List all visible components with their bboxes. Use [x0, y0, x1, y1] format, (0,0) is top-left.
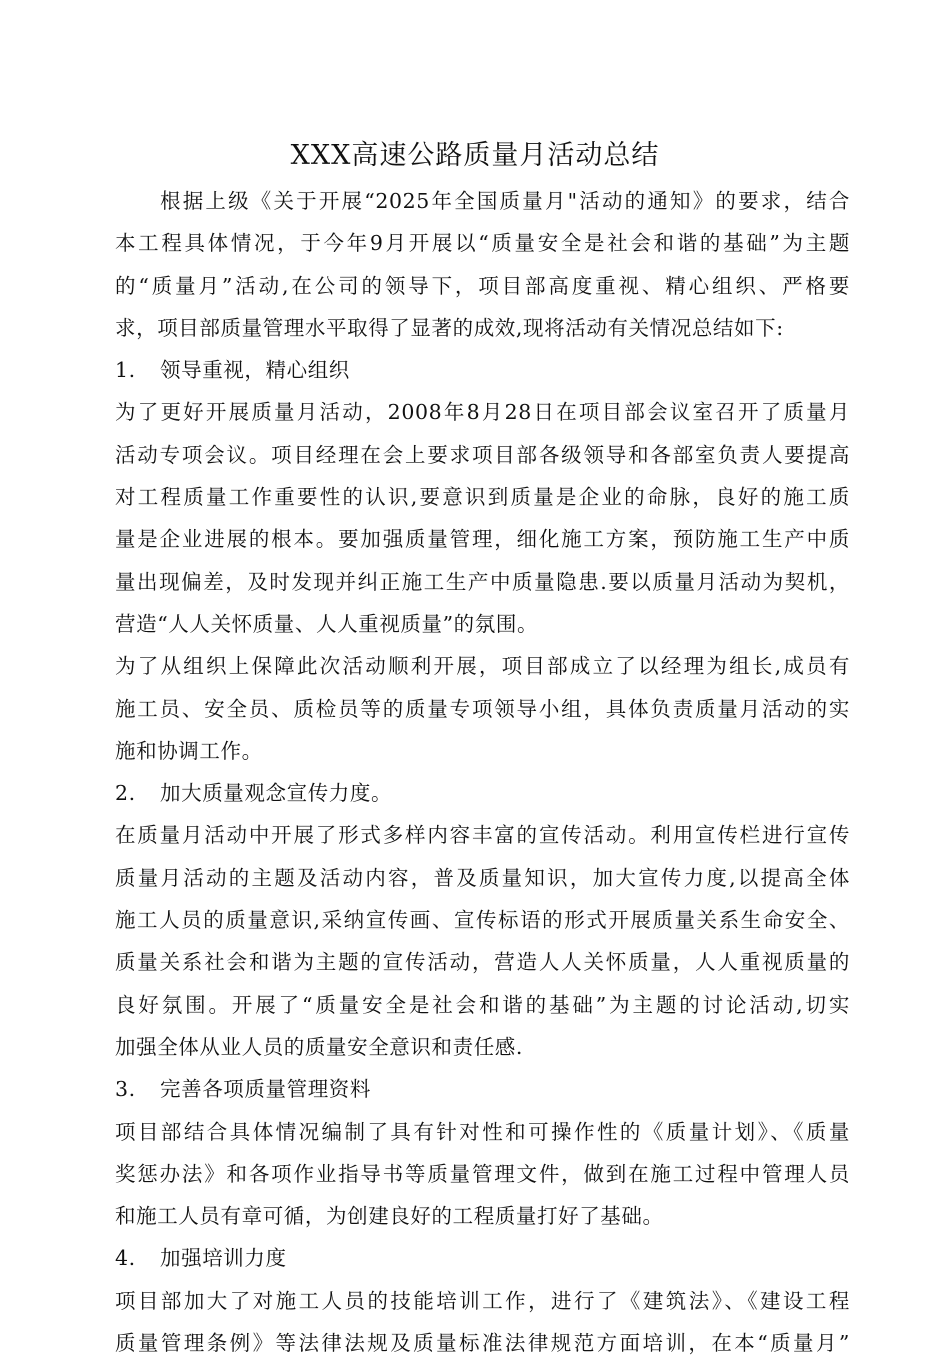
section-heading-2	[115, 772, 850, 814]
paragraph-line: 营造“人人关怀质量、人人重视质量”的氛围。	[115, 611, 539, 636]
paragraph-line: 良好氛围。开展了“质量安全是社会和谐的基础”为主题的讨论活动,切实	[115, 992, 850, 1017]
paragraph-line: 活动专项会议。项目经理在会上要求项目部各级领导和各部室负责人要提高	[115, 442, 850, 467]
paragraph-line: 项目部结合具体情况编制了具有针对性和可操作性的《质量计划》、《质量	[115, 1119, 850, 1144]
document-title: XXX高速公路质量月活动总结	[290, 140, 660, 171]
intro-line: 的“质量月”活动,在公司的领导下，项目部高度重视、精心组织、严格要	[115, 273, 850, 298]
section-heading-text: 加大质量观念宣传力度。	[160, 781, 393, 806]
section-heading-text: 完善各项质量管理资料	[160, 1077, 371, 1102]
paragraph-line: 为了从组织上保障此次活动顺利开展，项目部成立了以经理为组长,成员有	[115, 654, 850, 679]
section-heading-3	[115, 1068, 850, 1110]
section-number: 4.	[115, 1246, 136, 1271]
paragraph-line: 奖惩办法》和各项作业指导书等质量管理文件，做到在施工过程中管理人员	[115, 1161, 850, 1186]
paragraph-line: 质量关系社会和谐为主题的宣传活动，营造人人关怀质量，人人重视质量的	[115, 950, 850, 975]
section-heading-text: 领导重视，精心组织	[160, 358, 350, 383]
intro-line: 根据上级《关于开展“2025年全国质量月"活动的通知》的要求，结合	[160, 189, 850, 213]
section-number: 2.	[115, 781, 136, 806]
section-number: 1.	[115, 358, 136, 383]
paragraph-line: 量出现偏差，及时发现并纠正施工生产中质量隐患.要以质量月活动为契机，	[115, 569, 850, 594]
paragraph-line: 对工程质量工作重要性的认识,要意识到质量是企业的命脉，良好的施工质	[115, 485, 850, 510]
paragraph-line: 施工人员的质量意识,采纳宣传画、宣传标语的形式开展质量关系生命安全、	[115, 908, 850, 933]
paragraph-line: 在质量月活动中开展了形式多样内容丰富的宣传活动。利用宣传栏进行宣传	[115, 823, 850, 848]
paragraph-line: 施工员、安全员、质检员等的质量专项领导小组，具体负责质量月活动的实	[115, 696, 850, 721]
paragraph-line: 项目部加大了对施工人员的技能培训工作，进行了《建筑法》、《建设工程	[115, 1288, 850, 1313]
intro-line: 本工程具体情况，于今年9月开展以“质量安全是社会和谐的基础”为主题	[115, 231, 850, 256]
section-number: 3.	[115, 1077, 136, 1102]
paragraph-line: 量是企业进展的根本。要加强质量管理，细化施工方案，预防施工生产中质	[115, 527, 850, 552]
paragraph-line: 质量管理条例》等法律法规及质量标准法律规范方面培训，在本“质量月”	[115, 1331, 850, 1356]
paragraph-line: 为了更好开展质量月活动，2008年8月28日在项目部会议室召开了质量月	[115, 400, 850, 425]
section-heading-4	[115, 1237, 850, 1279]
section-heading-1	[115, 349, 850, 391]
paragraph-line: 施和协调工作。	[115, 738, 263, 763]
paragraph-line: 质量月活动的主题及活动内容，普及质量知识，加大宣传力度,以提高全体	[115, 865, 850, 890]
paragraph-line: 加强全体从业人员的质量安全意识和责任感.	[115, 1034, 524, 1059]
document-body	[115, 180, 850, 1364]
intro-line: 求，项目部质量管理水平取得了显著的成效,现将活动有关情况总结如下:	[115, 315, 784, 340]
section-heading-text: 加强培训力度	[160, 1246, 287, 1271]
paragraph-line: 和施工人员有章可循，为创建良好的工程质量打好了基础。	[115, 1204, 664, 1229]
